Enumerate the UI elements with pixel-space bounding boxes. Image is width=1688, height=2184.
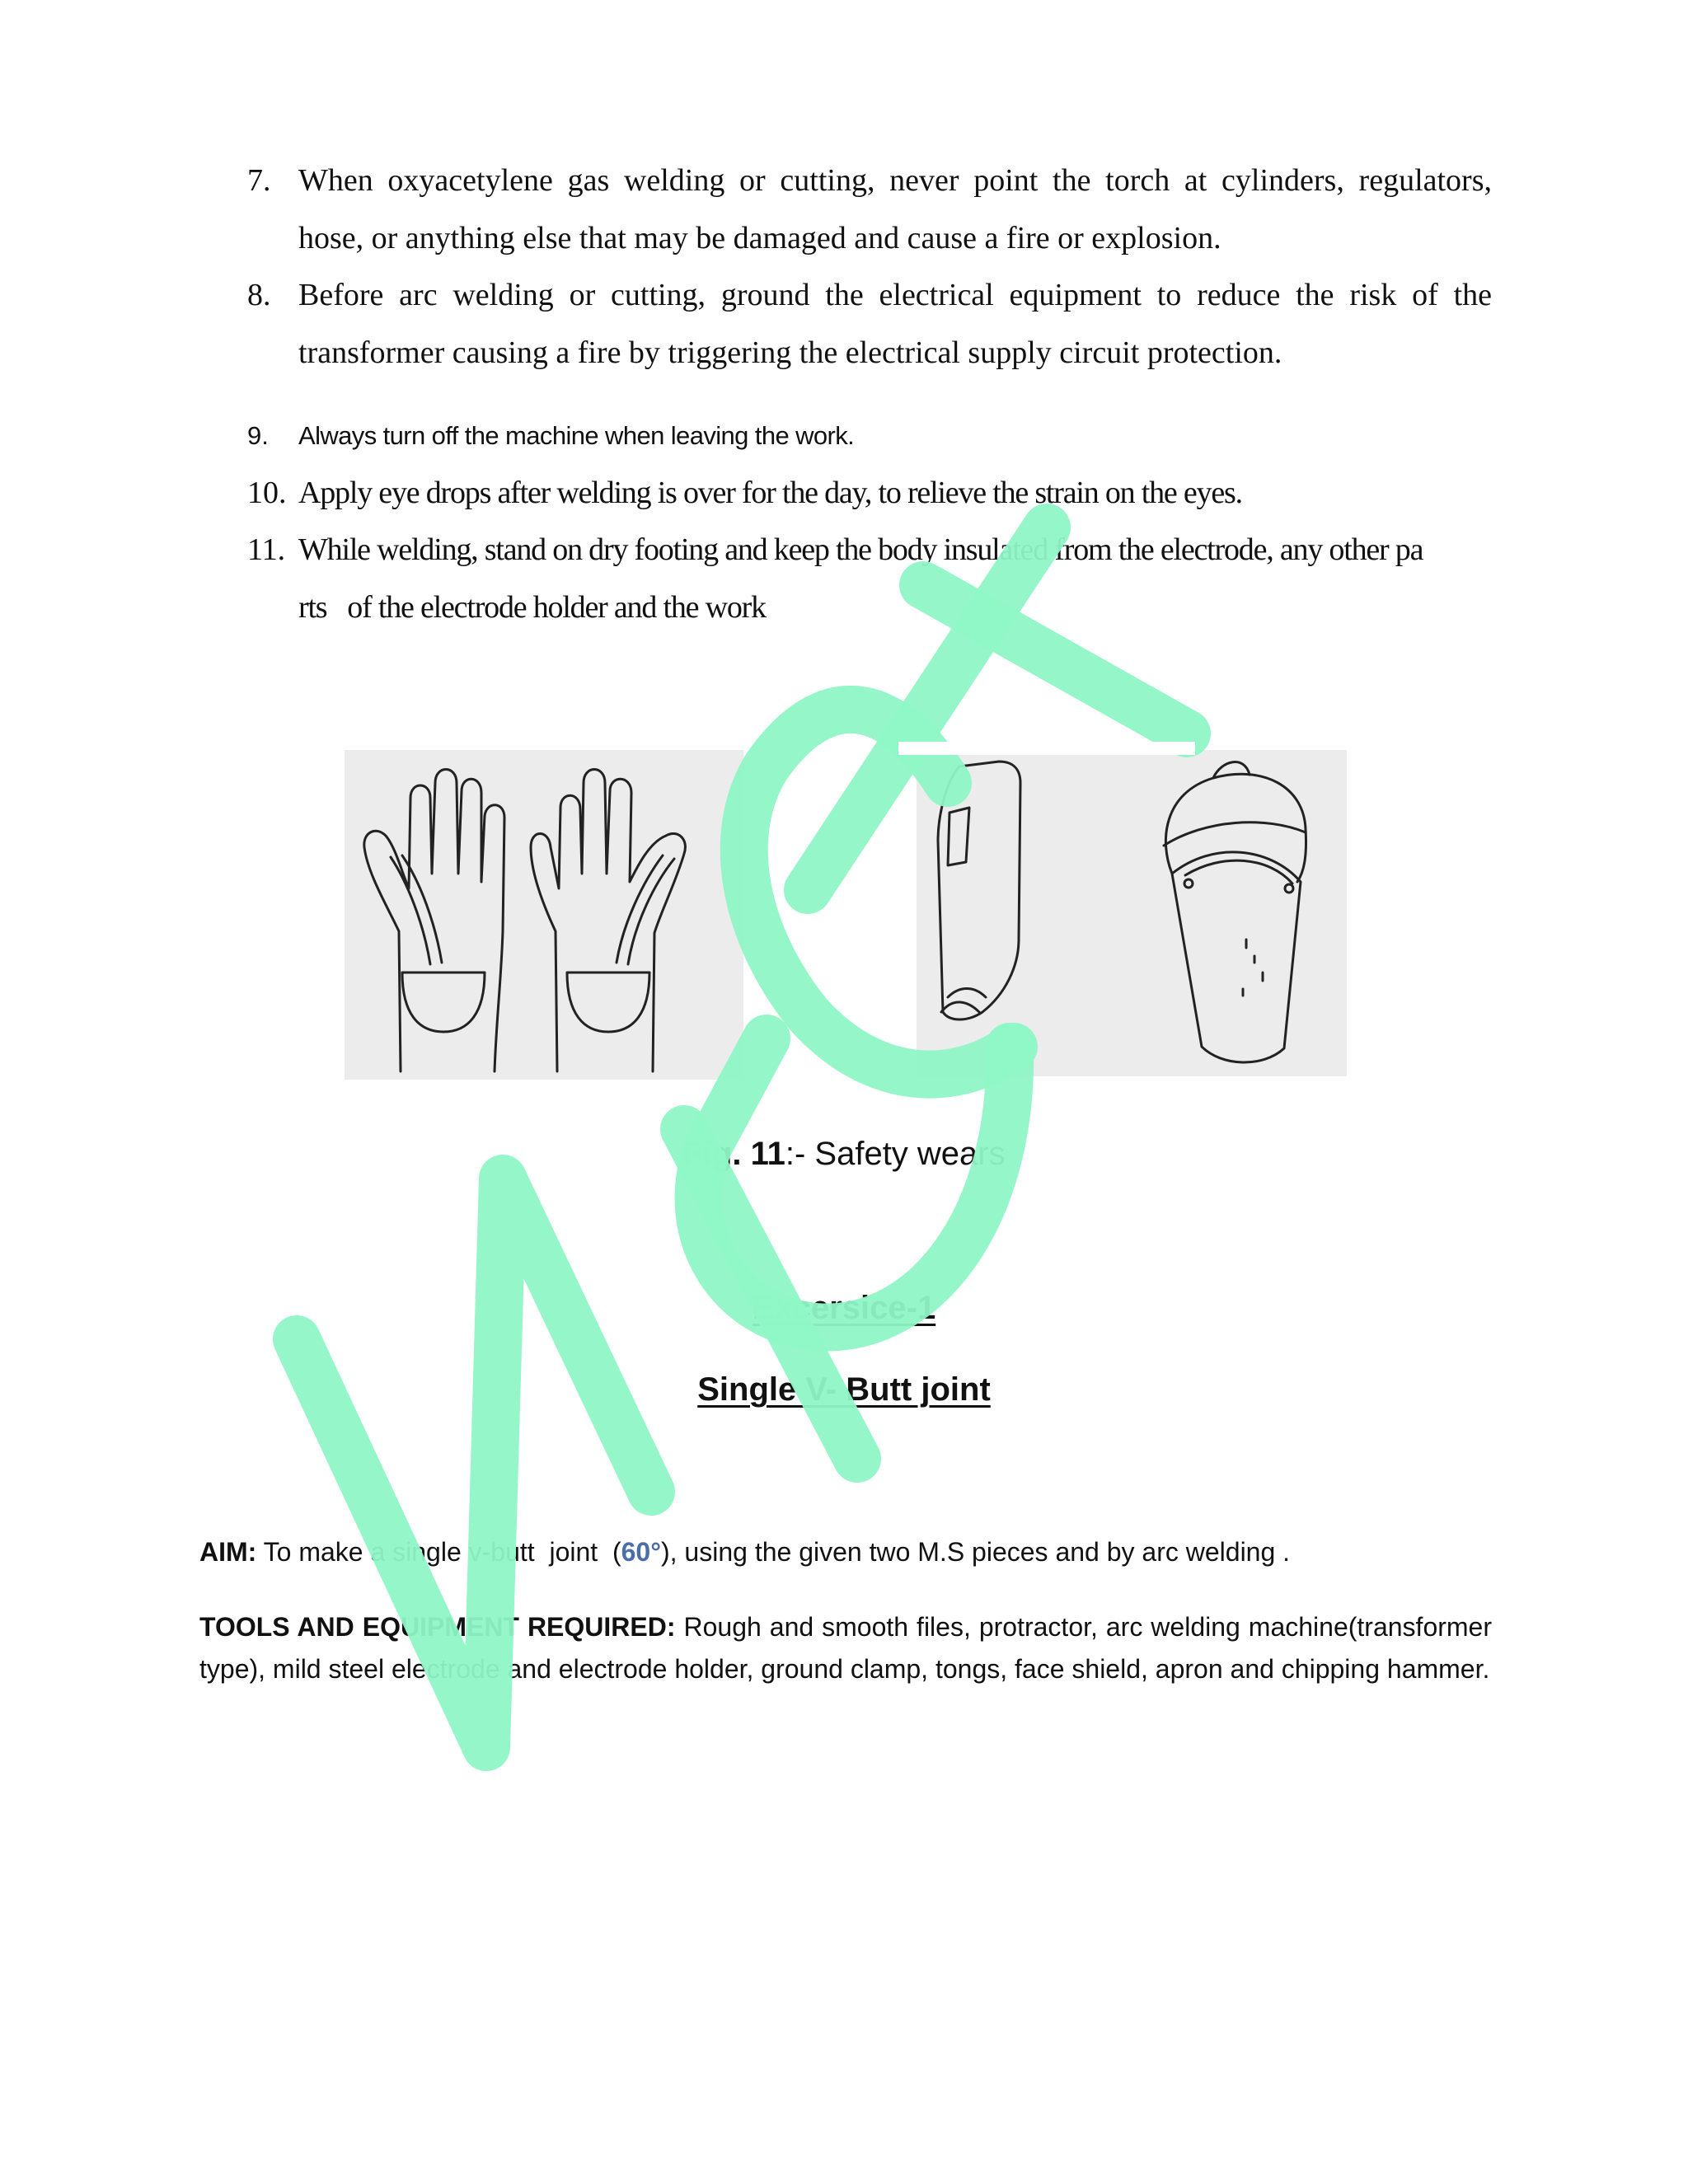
- list-text-line: When oxyacetylene gas welding or cutting, never point the torch at cylinders, regulators,: [298, 163, 1492, 198]
- apron-face-shield-image: [917, 750, 1347, 1076]
- list-text-line: While welding, stand on dry footing and keep the body insulated from the electrode, any other pa: [298, 532, 1423, 567]
- list-text-line: hose, or anything else that may be damaged and cause a fire or explosion.: [298, 221, 1221, 255]
- list-number: 7.: [247, 163, 271, 198]
- list-item-8: [247, 266, 1492, 382]
- list-item-10: [247, 464, 1492, 522]
- gloves-icon: [345, 750, 743, 1080]
- aim-text-before: To make a single v-butt joint (: [256, 1537, 621, 1567]
- list-number: 9.: [247, 421, 269, 450]
- gloves-image: [345, 750, 743, 1080]
- aim-text-after: ), using the given two M.S pieces and by arc welding .: [660, 1537, 1291, 1567]
- list-text-line: Before arc welding or cutting, ground the electrical equipment to reduce the risk of the: [298, 278, 1492, 312]
- list-text-line: Apply eye drops after welding is over for the day, to relieve the strain on the eyes.: [298, 476, 1242, 510]
- tools-text: Rough and smooth files, protractor, arc welding machine(transformer type), mild steel electrode and electrode holder, ground clamp, tongs, face shield, apron and chipping hammer.: [199, 1612, 1493, 1684]
- tools-text-block: [199, 1606, 1492, 1690]
- face-shield-icon: [917, 750, 1347, 1076]
- list-text-line: transformer causing a fire by triggering the electrical supply circuit protection.: [298, 335, 1282, 370]
- list-item-9: [247, 407, 1492, 465]
- list-item-11: [247, 521, 1492, 636]
- aim-paragraph: [199, 1531, 1492, 1573]
- figure-caption: [0, 1131, 1688, 1177]
- list-text-line: Always turn off the machine when leaving the work.: [298, 421, 855, 450]
- aim-angle: 60°: [621, 1537, 661, 1567]
- aim-label: AIM:: [199, 1537, 257, 1567]
- list-number: 8.: [247, 278, 271, 312]
- list-text-line: rts of the electrode holder and the work: [298, 590, 766, 625]
- list-number: 10.: [247, 476, 287, 510]
- figure-caption-text: :- Safety wears: [785, 1136, 1006, 1172]
- list-number: 11.: [247, 532, 286, 567]
- tools-label: TOOLS AND EQUIPMENT REQUIRED:: [199, 1612, 676, 1642]
- exercise-subtitle: Single V- Butt joint: [697, 1371, 991, 1408]
- list-item-7: [247, 152, 1492, 267]
- figure-label: Fig. 11: [682, 1136, 785, 1172]
- tools-paragraph: [199, 1606, 1492, 1690]
- exercise-title: Excersice-1: [752, 1290, 936, 1326]
